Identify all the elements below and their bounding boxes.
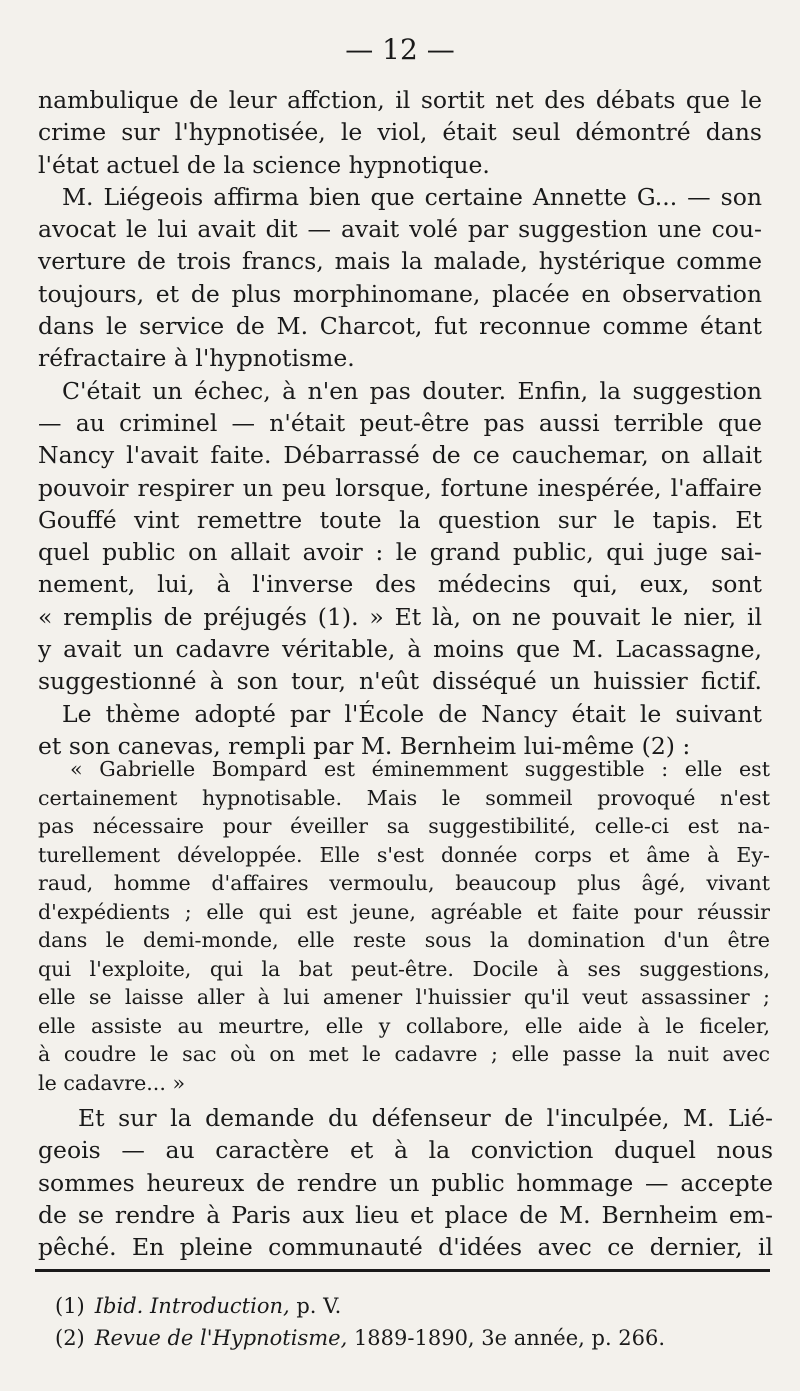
footnote-detail: 1889-1890, 3e année, p. 266. <box>347 1326 666 1350</box>
quote-line: turellement développée. Elle s'est donnée corps et âme à Ey- <box>38 842 770 867</box>
footnote-mark: (1) <box>55 1294 85 1318</box>
text-line: Le thème adopté par l'École de Nancy était le suivant <box>62 699 762 728</box>
text-line: de se rendre à Paris aux lieu et place de M. Bernheim em- <box>38 1200 773 1229</box>
quote-line: elle se laisse aller à lui amener l'huissier qu'il veut assassiner ; <box>38 985 770 1009</box>
footnote-2 <box>55 1322 665 1354</box>
text-line: toujours, et de plus morphinomane, placée en observation <box>38 279 762 308</box>
body-text <box>38 84 762 762</box>
quote-line: le cadavre... » <box>38 1070 186 1095</box>
quote-line: « Gabrielle Bompard est éminemment suggestible : elle est <box>70 757 770 781</box>
text-line: C'était un échec, à n'en pas douter. Enfin, la suggestion <box>62 376 762 405</box>
footnote-1 <box>55 1290 665 1322</box>
text-line: nambulique de leur affction, il sortit net des débats que le <box>38 86 762 114</box>
quote-line: elle assiste au meurtre, elle y collabore, elle aide à le ficeler, <box>38 1013 770 1038</box>
quote-line: qui l'exploite, qui la bat peut-être. Docile à ses suggestions, <box>38 956 770 981</box>
closing-paragraph <box>38 1102 773 1263</box>
text-line: suggestionné à son tour, n'eût disséqué un huissier fictif. <box>38 667 762 696</box>
text-line: crime sur l'hypnotisée, le viol, était seul démontré dans <box>38 118 762 147</box>
text-line: Et sur la demande du défenseur de l'inculpée, M. Lié- <box>78 1104 773 1132</box>
quote-line: d'expédients ; elle qui est jeune, agréable et faite pour réussir <box>38 899 770 924</box>
text-line: M. Liégeois affirma bien que certaine Annette G... — son <box>62 182 762 211</box>
text-line: dans le service de M. Charcot, fut reconnue comme étant <box>38 312 762 341</box>
footnote-source: Ibid. Introduction, <box>94 1294 290 1318</box>
quote-line: raud, homme d'affaires vermoulu, beaucoup plus âgé, vivant <box>38 871 770 895</box>
footnote-detail: p. V. <box>289 1294 342 1318</box>
text-line: quel public on allait avoir : le grand public, qui juge sai- <box>38 538 762 567</box>
text-line: — au criminel — n'était peut-être pas aussi terrible que <box>38 408 762 437</box>
footnote-mark: (2) <box>55 1326 85 1350</box>
text-line: geois — au caractère et à la conviction duquel nous <box>38 1136 773 1165</box>
text-line: l'état actuel de la science hypnotique. <box>38 150 490 179</box>
text-line: et son canevas, rempli par M. Bernheim lui-même (2) : <box>38 731 691 760</box>
text-line: pêché. En pleine communauté d'idées avec ce dernier, il <box>38 1233 773 1262</box>
footnotes <box>55 1290 665 1354</box>
page-number: — 12 — <box>345 33 455 66</box>
quote-line: pas nécessaire pour éveiller sa suggestibilité, celle-ci est na- <box>38 814 770 838</box>
text-line: verture de trois francs, mais la malade, hystérique comme <box>38 247 762 276</box>
text-line: nement, lui, à l'inverse des médecins qui, eux, sont <box>38 570 762 599</box>
text-line: sommes heureux de rendre un public hommage — accepte <box>38 1168 773 1197</box>
text-line: pouvoir respirer un peu lorsque, fortune inespérée, l'affaire <box>38 473 762 502</box>
text-line: « remplis de préjugés (1). » Et là, on ne pouvait le nier, il <box>38 602 762 631</box>
footnote-source: Revue de l'Hypnotisme, <box>94 1326 348 1350</box>
quote-line: certainement hypnotisable. Mais le sommeil provoqué n'est <box>38 785 770 810</box>
quotation <box>38 755 770 1097</box>
footnote-rule <box>35 1269 770 1272</box>
text-line: y avait un cadavre véritable, à moins que M. Lacassagne, <box>38 635 762 664</box>
text-line: réfractaire à l'hypnotisme. <box>38 344 355 373</box>
text-line: Nancy l'avait faite. Débarrassé de ce cauchemar, on allait <box>38 441 762 470</box>
quote-line: dans le demi-monde, elle reste sous la domination d'un être <box>38 928 770 952</box>
quote-line: à coudre le sac où on met le cadavre ; elle passe la nuit avec <box>38 1042 770 1066</box>
text-line: avocat le lui avait dit — avait volé par suggestion une cou- <box>38 215 762 244</box>
text-line: Gouffé vint remettre toute la question sur le tapis. Et <box>38 505 762 534</box>
